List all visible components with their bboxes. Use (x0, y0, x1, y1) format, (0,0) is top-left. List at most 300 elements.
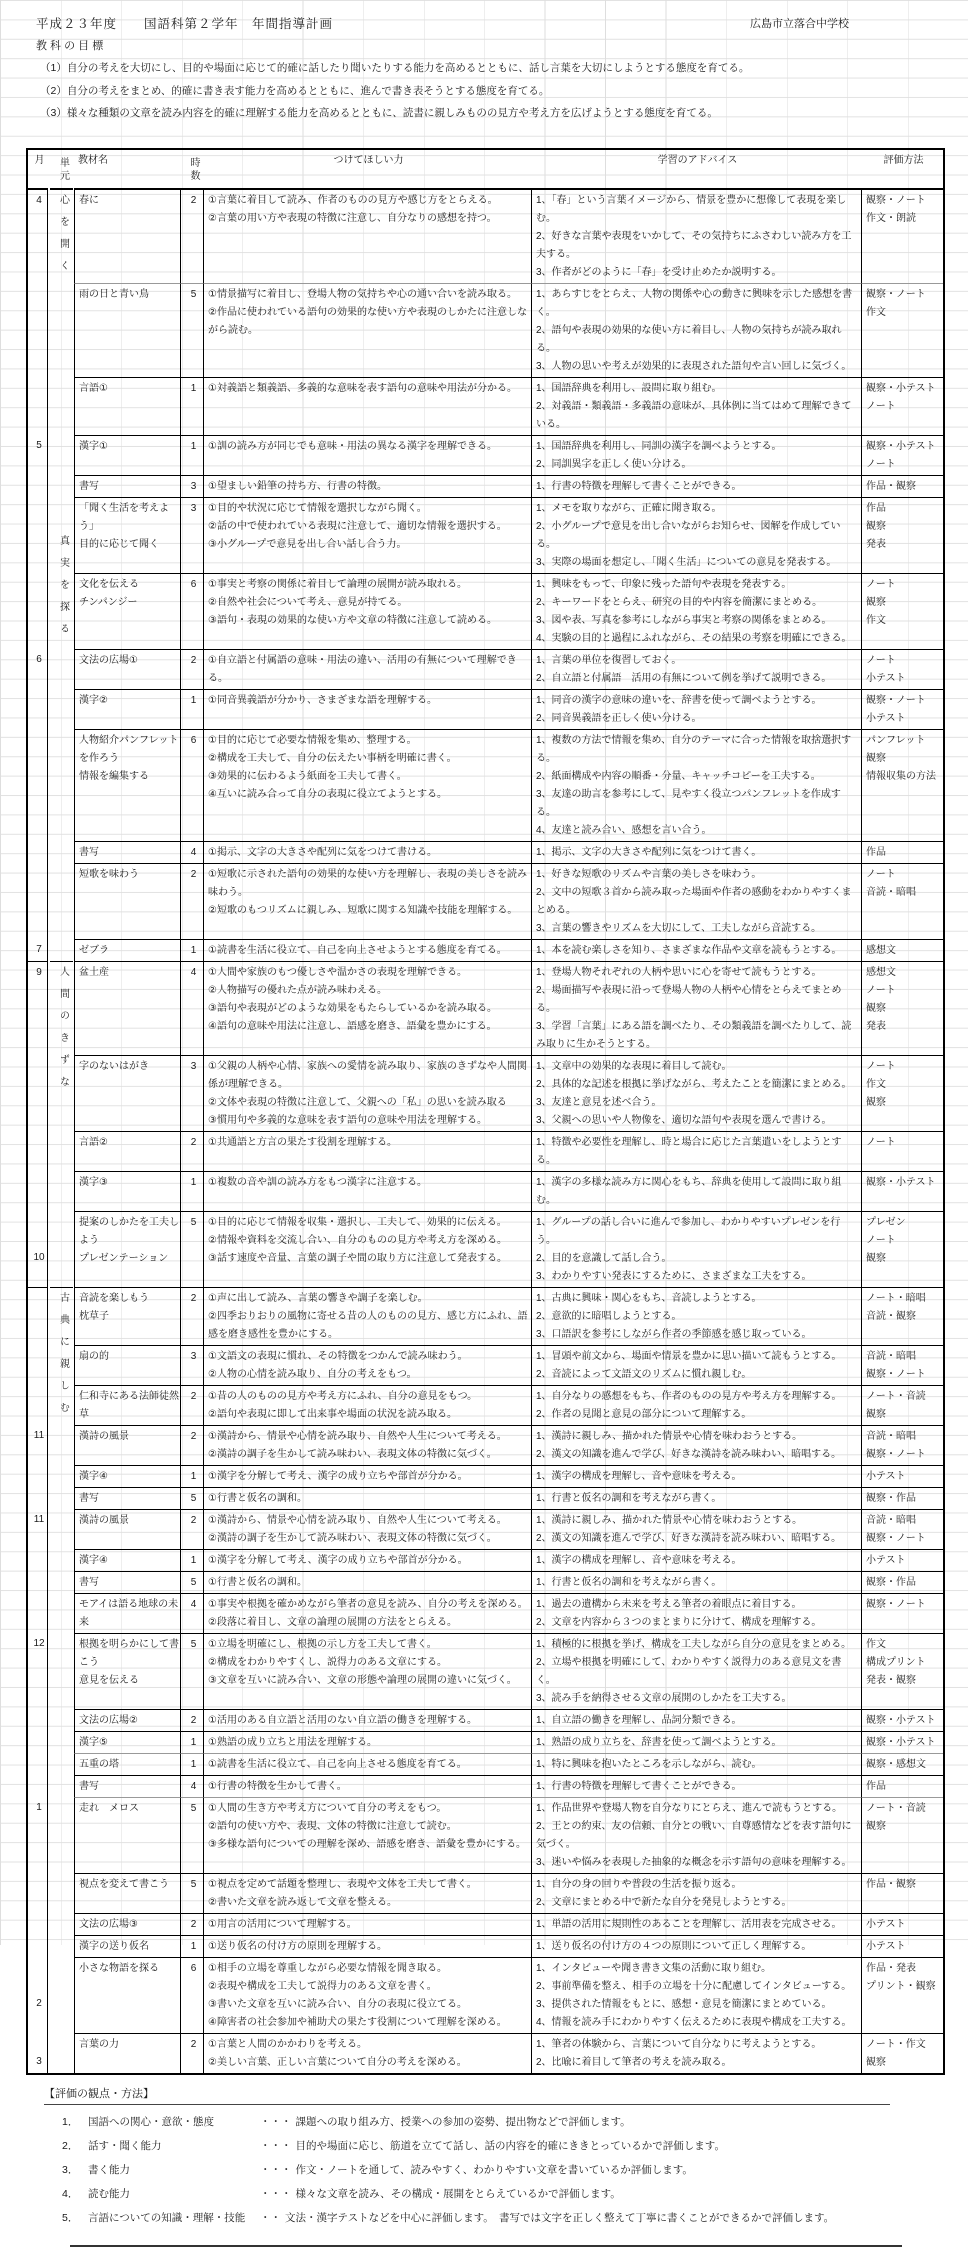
text-line: ①漢字を分解して考え、漢字の成り立ちや部首が分かる。 (208, 1468, 530, 1486)
skills-cell (203, 1709, 531, 1731)
advice-cell (531, 2033, 861, 2073)
text-line: 4、実験の目的と過程にふれながら、その結果の考察を明確にできる。 (536, 630, 860, 648)
text-line: 書写 (79, 1490, 179, 1508)
text-line: プレゼンテーション (79, 1250, 179, 1268)
text-line: 4、情報を読み手にわかりやすく伝えるために表現や構成を工夫する。 (536, 2014, 860, 2032)
evaluation-cell (861, 1211, 943, 1287)
text-line: ①視点を定めて話題を整理し、表現や文体を工夫して書く。 (208, 1876, 530, 1894)
text-line: ①人間の生き方や考え方について自分の考えをもつ。 (208, 1800, 530, 1818)
material-cell (74, 1753, 180, 1775)
item-text: 文法・漢字テストなどを中心に評価します。 書写では文字を正しく整えて丁寧に書くことができるかで評価します。 (285, 2210, 968, 2225)
column-header-month: 月 (28, 150, 48, 190)
evaluation-cell (861, 377, 943, 435)
text-line: 1、送り仮名の付け方の４つの原則について正しく理解する。 (536, 1938, 860, 1956)
text-line: 2、具体的な記述を根拠に挙げながら、考えたことを簡潔にまとめる。 (536, 1076, 860, 1094)
skills-cell (203, 841, 531, 863)
text-line: 作品 (866, 500, 942, 518)
evaluation-cell (861, 573, 943, 649)
text-line: 作品・観察 (866, 1876, 942, 1894)
text-line: ①対義語と類義語、多義的な意味を表す語句の意味や用法が分かる。 (208, 380, 530, 398)
item-number: 5． (62, 2210, 88, 2225)
text-line: 1、登場人物それぞれの人柄や思いに心を寄せて読もうとする。 (536, 964, 860, 982)
text-line: 盆土産 (79, 964, 179, 982)
month-cell (28, 689, 48, 729)
text-line: 1、好きな短歌のリズムや言葉の美しさを味わう。 (536, 866, 860, 884)
evaluation-cell (861, 689, 943, 729)
hours-cell: 2 (180, 649, 203, 689)
text-line: 3、友達と意見を述べ合う。 (536, 1094, 860, 1112)
text-line: 観察 (866, 1250, 942, 1268)
column-header-unit: 単元 (50, 150, 73, 190)
text-line: ③多様な語句についての理解を深め、語感を磨き、語彙を豊かにする。 (208, 1836, 530, 1854)
item-number: 4． (62, 2186, 88, 2201)
month-cell: 9 (28, 961, 48, 1055)
hours-cell: 2 (180, 1913, 203, 1935)
text-line: 根拠を明らかにして書こう (79, 1636, 179, 1672)
text-line: ①目的に応じて情報を収集・選択し、工夫して、効果的に伝える。 (208, 1214, 530, 1232)
item-text: 目的や場面に応じ、筋道を立てて話し、話の内容を的確にききとっているかで評価します。 (296, 2138, 968, 2153)
text-line: ①声に出して読み、言葉の響きや調子を楽しむ。 (208, 1290, 530, 1308)
evaluation-section (0, 2085, 968, 2247)
hours-cell: 2 (180, 190, 203, 283)
text-line: 情報収集の方法 (866, 768, 942, 786)
skills-cell (203, 1509, 531, 1549)
text-line: 作品・観察 (866, 478, 942, 496)
text-line: 3、わかりやすい発表にするために、さまざまな工夫をする。 (536, 1268, 860, 1286)
text-line: ①漢字を分解して考え、漢字の成り立ちや部首が分かる。 (208, 1552, 530, 1570)
skills-cell (203, 1171, 531, 1211)
hours-cell: 3 (180, 1055, 203, 1131)
text-line: 書写 (79, 1574, 179, 1592)
text-line: 漢字③ (79, 1174, 179, 1192)
text-line: 2、立場や根拠を明確にして、わかりやすく説得力のある意見文を書く。 (536, 1654, 860, 1690)
text-line: 2、漢文の知識を進んで学び、好きな漢詩を読み味わい、暗唱する。 (536, 1446, 860, 1464)
text-line: ①人間や家族のもつ優しさや温かさの表現を理解できる。 (208, 964, 530, 982)
month-cell (28, 729, 48, 841)
material-cell (74, 1797, 180, 1873)
skills-cell (203, 1425, 531, 1465)
material-cell (74, 1131, 180, 1171)
text-line: 観察・小テスト (866, 1174, 942, 1192)
hours-cell: 2 (180, 1131, 203, 1171)
text-line: 音読・観察 (866, 1308, 942, 1326)
text-line: 3、実際の場面を想定し、「聞く生活」についての意見を発表する。 (536, 554, 860, 572)
advice-cell (531, 1345, 861, 1385)
text-line: 3、読み手を納得させる文章の展開のしかたを工夫する。 (536, 1690, 860, 1708)
text-line: ③効果的に伝わるよう紙面を工夫して書く。 (208, 768, 530, 786)
unit-label: 心を開く (50, 190, 73, 435)
skills-cell (203, 573, 531, 649)
text-line: ②文体や表現の特徴に注意して、父親への「私」の思いを読み取る (208, 1094, 530, 1112)
text-line: 作文 (866, 304, 942, 322)
advice-cell (531, 1131, 861, 1171)
skills-cell (203, 961, 531, 1055)
text-line: 目的に応じて聞く (79, 536, 179, 554)
evaluation-cell (861, 1753, 943, 1775)
evaluation-item (62, 2138, 968, 2153)
evaluation-cell (861, 1487, 943, 1509)
material-cell (74, 1171, 180, 1211)
material-cell (74, 1775, 180, 1797)
advice-cell (531, 497, 861, 573)
text-line: 1、言葉の単位を復習しておく。 (536, 652, 860, 670)
evaluation-cell (861, 190, 943, 283)
text-line: ゼブラ (79, 942, 179, 960)
evaluation-cell (861, 649, 943, 689)
text-line: ①目的に応じて必要な情報を集め、整理する。 (208, 732, 530, 750)
skills-cell (203, 1593, 531, 1633)
text-line: 仁和寺にある法師徒然草 (79, 1388, 179, 1424)
hours-cell: 1 (180, 1935, 203, 1957)
hours-cell: 2 (180, 1425, 203, 1465)
material-cell (74, 1509, 180, 1549)
hours-cell: 4 (180, 1775, 203, 1797)
text-line: 1、行書と仮名の調和を考えながら書く。 (536, 1490, 860, 1508)
skills-cell (203, 1957, 531, 2033)
skills-cell (203, 1797, 531, 1873)
text-line: 1、漢字の構成を理解し、音や意味を考える。 (536, 1552, 860, 1570)
text-line: 音読・暗唱 (866, 1512, 942, 1530)
column-header-hours: 時数 (180, 150, 203, 190)
advice-cell (531, 1593, 861, 1633)
text-line: ②漢詩の調子を生かして読み味わい、表現文体の特徴に気づく。 (208, 1446, 530, 1464)
text-line: 3、口語訳を参考にしながら作者の季節感を感じ取っている。 (536, 1326, 860, 1344)
material-cell (74, 2033, 180, 2073)
text-line: ③書いた文章を互いに読み合い、自分の表現に役立てる。 (208, 1996, 530, 2014)
text-line: 小テスト (866, 710, 942, 728)
text-line: 1、インタビューや聞き書き文集の活動に取り組む。 (536, 1960, 860, 1978)
text-line: 観察 (866, 1094, 942, 1112)
text-line: 発表・観察 (866, 1672, 942, 1690)
advice-cell (531, 1211, 861, 1287)
evaluation-cell (861, 961, 943, 1055)
text-line: 扇の的 (79, 1348, 179, 1366)
text-line: 2、作者の見聞と意見の部分について理解する。 (536, 1406, 860, 1424)
month-cell (28, 1055, 48, 1131)
text-line: 3、提供された情報をもとに、感想・意見を簡潔にまとめている。 (536, 1996, 860, 2014)
text-line: 1、自立語の働きを理解し、品詞分類できる。 (536, 1712, 860, 1730)
item-dots: ・・・ (260, 2138, 292, 2153)
month-cell (28, 1385, 48, 1425)
text-line: ノート (866, 398, 942, 416)
subject-goals (40, 60, 749, 128)
hours-cell: 4 (180, 841, 203, 863)
advice-cell (531, 1753, 861, 1775)
text-line: 1、あらすじをとらえ、人物の関係や心の動きに興味を示した感想を書く。 (536, 286, 860, 322)
text-line: 文法の広場② (79, 1712, 179, 1730)
evaluation-cell (861, 2033, 943, 2073)
text-line: 言語① (79, 380, 179, 398)
item-dots: ・・ (260, 2210, 281, 2225)
text-line: ①読書を生活に役立て、自己を向上させようとする態度を育てる。 (208, 942, 530, 960)
evaluation-cell (861, 283, 943, 377)
text-line: 観察 (866, 750, 942, 768)
text-line: 文法の広場③ (79, 1916, 179, 1934)
skills-cell (203, 1211, 531, 1287)
hours-cell: 5 (180, 1571, 203, 1593)
material-cell (74, 841, 180, 863)
text-line: 3、作者がどのように「春」を受け止めたか説明する。 (536, 264, 860, 282)
advice-cell (531, 1731, 861, 1753)
item-label: 国語への関心・意欲・態度 (88, 2114, 260, 2129)
item-dots: ・・・ (260, 2186, 292, 2201)
text-line: 2、漢文の知識を進んで学び、好きな漢詩を読み味わい、暗唱する。 (536, 1530, 860, 1548)
hours-cell: 1 (180, 939, 203, 961)
text-line: 発表 (866, 536, 942, 554)
hours-cell: 5 (180, 1633, 203, 1709)
month-cell (28, 1287, 48, 1345)
text-line: 漢字④ (79, 1552, 179, 1570)
goal-line: （3）様々な種類の文章を読み内容を的確に理解する能力を高めるとともに、読書に親しみものの見方や考え方を広げようとする態度を育てる。 (40, 105, 749, 128)
goal-line: （1）自分の考えを大切にし、目的や場面に応じて的確に話したり聞いたりする能力を高めるとともに、話し言葉を大切にしようとする態度を育てる。 (40, 60, 749, 83)
text-line: ①自立語と付属語の意味・用法の違い、活用の有無について理解できる。 (208, 652, 530, 688)
text-line: ①熟語の成り立ちと用法を理解する。 (208, 1734, 530, 1752)
text-line: 1、文章中の効果的な表現に着目して読む。 (536, 1058, 860, 1076)
text-line: ④互いに読み合って自分の表現に役立てようとする。 (208, 786, 530, 804)
hours-cell: 1 (180, 435, 203, 475)
month-cell (28, 1549, 48, 1571)
column-header-evaluation: 評価方法 (861, 150, 943, 190)
material-cell (74, 1571, 180, 1593)
advice-cell (531, 1487, 861, 1509)
text-line: 2、場面描写や表現に沿って登場人物の人柄や心情をとらえてまとめる。 (536, 982, 860, 1018)
advice-cell (531, 1509, 861, 1549)
evaluation-cell (861, 1935, 943, 1957)
text-line: 3、友達の助言を参考にして、見やすく役立つパンフレットを作成する。 (536, 786, 860, 822)
curriculum-table (26, 148, 945, 2075)
text-line: 音読・暗唱 (866, 1348, 942, 1366)
skills-cell (203, 689, 531, 729)
item-text: 様々な文章を読み、その構成・展開をとらえているかで評価します。 (296, 2186, 968, 2201)
text-line: ②美しい言葉、正しい言葉について自分の考えを深める。 (208, 2054, 530, 2072)
text-line: ノート・暗唱 (866, 1290, 942, 1308)
hours-cell: 5 (180, 1797, 203, 1873)
text-line: ①言葉に着目して読み、作者のものの見方や感じ方をとらえる。 (208, 192, 530, 210)
material-cell (74, 961, 180, 1055)
text-line: 3、人物の思いや考えが効果的に表現された語句や言い回しに気づく。 (536, 358, 860, 376)
evaluation-cell (861, 1709, 943, 1731)
text-line: 観察・ノート (866, 692, 942, 710)
material-cell (74, 1425, 180, 1465)
month-cell (28, 1913, 48, 1935)
item-number: 3． (62, 2162, 88, 2177)
text-line: 観察 (866, 1406, 942, 1424)
text-line: ①望ましい鉛筆の持ち方、行書の特徴。 (208, 478, 530, 496)
text-line: ①言葉と人間のかかわりを考える。 (208, 2036, 530, 2054)
material-cell (74, 475, 180, 497)
text-line: ①送り仮名の付け方の原則を理解する。 (208, 1938, 530, 1956)
material-cell (74, 939, 180, 961)
text-line: 2、語句や表現の効果的な使い方に着目し、人物の気持ちが読み取れる。 (536, 322, 860, 358)
text-line: ノート (866, 652, 942, 670)
text-line: ①掲示、文字の大きさや配列に気をつけて書ける。 (208, 844, 530, 862)
month-cell (28, 1465, 48, 1487)
text-line: 観察・ノート (866, 1366, 942, 1384)
month-cell (28, 497, 48, 573)
text-line: パンフレット (866, 732, 942, 750)
month-cell: 1 (28, 1797, 48, 1873)
text-line: 漢字の送り仮名 (79, 1938, 179, 1956)
text-line: 3、学習「言葉」にある語を調べたり、その類義語を調べたりして、読み取りに生かそうとする。 (536, 1018, 860, 1054)
text-line: 2、比喩に着目して筆者の考えを読み取る。 (536, 2054, 860, 2072)
advice-cell (531, 1171, 861, 1211)
material-cell (74, 573, 180, 649)
text-line: 小テスト (866, 670, 942, 688)
hours-cell: 2 (180, 863, 203, 939)
text-line: 視点を変えて書こう (79, 1876, 179, 1894)
material-cell (74, 1633, 180, 1709)
text-line: 1、自分なりの感想をもち、作者のものの見方や考え方を理解する。 (536, 1388, 860, 1406)
advice-cell (531, 841, 861, 863)
evaluation-cell (861, 1465, 943, 1487)
month-cell: 7 (28, 939, 48, 961)
text-line: プレゼン (866, 1214, 942, 1232)
text-line: ③話す速度や音量、言葉の調子や間の取り方に注意して発表する。 (208, 1250, 530, 1268)
hours-cell: 3 (180, 1345, 203, 1385)
month-cell: 11 (28, 1425, 48, 1465)
text-line: ノート (866, 866, 942, 884)
text-line: 漢字⑤ (79, 1734, 179, 1752)
text-line: ②構成を工夫して、自分の伝えたい事柄を明確に書く。 (208, 750, 530, 768)
text-line: 漢字② (79, 692, 179, 710)
text-line: 漢詩の風景 (79, 1428, 179, 1446)
month-cell (28, 1731, 48, 1753)
evaluation-cell (861, 1425, 943, 1465)
skills-cell (203, 1873, 531, 1913)
evaluation-cell (861, 1957, 943, 2033)
evaluation-cell (861, 1287, 943, 1345)
evaluation-cell (861, 863, 943, 939)
evaluation-item (62, 2114, 968, 2129)
month-cell (28, 1873, 48, 1913)
text-line: 観察・ノート (866, 192, 942, 210)
skills-cell (203, 1571, 531, 1593)
text-line: 小さな物語を探る (79, 1960, 179, 1978)
text-line: ③文章を互いに読み合い、文章の形態や論理の展開の違いに気づく。 (208, 1672, 530, 1690)
text-line: 音読を楽しもう (79, 1290, 179, 1308)
text-line: ①読書を生活に役立て、自己を向上させる態度を育てる。 (208, 1756, 530, 1774)
item-dots: ・・・ (260, 2114, 292, 2129)
item-text: 作文・ノートを通して、読みやすく、わかりやすい文章を書いているか評価します。 (296, 2162, 968, 2177)
advice-cell (531, 475, 861, 497)
text-line: ②自然や社会について考え、意見が持てる。 (208, 594, 530, 612)
text-line: ノート (866, 982, 942, 1000)
text-line: ノート (866, 1232, 942, 1250)
text-line: ノート・作文 (866, 2036, 942, 2054)
material-cell (74, 1465, 180, 1487)
text-line: 言語② (79, 1134, 179, 1152)
text-line: 作品 (866, 844, 942, 862)
advice-cell (531, 435, 861, 475)
text-line: 1、特徴や必要性を理解し、時と場合に応じた言葉遣いをしようとする。 (536, 1134, 860, 1170)
evaluation-cell (861, 1593, 943, 1633)
evaluation-item (62, 2162, 968, 2177)
text-line: ④語句の意味や用法に注意し、語感を磨き、語彙を豊かにする。 (208, 1018, 530, 1036)
text-line: 観察 (866, 2054, 942, 2072)
month-cell (28, 573, 48, 649)
text-line: 小テスト (866, 1552, 942, 1570)
text-line: 提案のしかたを工夫しよう (79, 1214, 179, 1250)
document-header (0, 0, 968, 148)
advice-cell (531, 961, 861, 1055)
skills-cell (203, 1487, 531, 1509)
advice-cell (531, 1935, 861, 1957)
skills-cell (203, 1465, 531, 1487)
advice-cell (531, 190, 861, 283)
text-line: 五重の塔 (79, 1756, 179, 1774)
text-line: ②書いた文章を読み返して文章を整える。 (208, 1894, 530, 1912)
advice-cell (531, 1797, 861, 1873)
text-line: 1、行書と仮名の調和を考えながら書く。 (536, 1574, 860, 1592)
text-line: 情報を編集する (79, 768, 179, 786)
text-line: 観察・作品 (866, 1490, 942, 1508)
material-cell (74, 1731, 180, 1753)
text-line: 1、メモを取りながら、正確に聞き取る。 (536, 500, 860, 518)
advice-cell (531, 1633, 861, 1709)
unit-label: 人間のきずな (50, 961, 73, 1131)
advice-cell (531, 1385, 861, 1425)
month-cell (28, 377, 48, 435)
month-cell (28, 1753, 48, 1775)
text-line: 作文 (866, 1636, 942, 1654)
skills-cell (203, 435, 531, 475)
text-line: 感想文 (866, 964, 942, 982)
evaluation-cell (861, 1873, 943, 1913)
month-cell: 10 (28, 1211, 48, 1287)
text-line: ノート (866, 1058, 942, 1076)
evaluation-cell (861, 841, 943, 863)
material-cell (74, 497, 180, 573)
text-line: 2、音読によって文語文のリズムに慣れ親しむ。 (536, 1366, 860, 1384)
text-line: ノート (866, 456, 942, 474)
text-line: 音読・暗唱 (866, 884, 942, 902)
text-line: 枕草子 (79, 1308, 179, 1326)
text-line: ②人物の心情を読み取り、自分の考えをもつ。 (208, 1366, 530, 1384)
month-cell: 4 (28, 190, 48, 283)
item-label: 読む能力 (88, 2186, 260, 2201)
evaluation-item (62, 2210, 968, 2225)
text-line: 1、行書の特徴を理解して書くことができる。 (536, 1778, 860, 1796)
advice-cell (531, 1957, 861, 2033)
text-line: モアイは語る地球の未来 (79, 1596, 179, 1632)
page-title: 平成２３年度 国語科第２学年 年間指導計画 (36, 14, 333, 32)
text-line: 小テスト (866, 1938, 942, 1956)
evaluation-cell (861, 497, 943, 573)
text-line: 発表 (866, 1018, 942, 1036)
text-line: 春に (79, 192, 179, 210)
material-cell (74, 649, 180, 689)
hours-cell: 5 (180, 1873, 203, 1913)
material-cell (74, 1345, 180, 1385)
text-line: ②語句や表現に即して出来事や場面の状況を読み取る。 (208, 1406, 530, 1424)
text-line: 1、過去の遺構から未来を考える筆者の着眼点に着目する。 (536, 1596, 860, 1614)
evaluation-cell (861, 1385, 943, 1425)
hours-cell: 1 (180, 1465, 203, 1487)
text-line: ①用言の活用について理解する。 (208, 1916, 530, 1934)
text-line: ①目的や状況に応じて情報を選択しながら聞く。 (208, 500, 530, 518)
text-line: 観察・小テスト (866, 380, 942, 398)
text-line: ②人物描写の優れた点が読み味わえる。 (208, 982, 530, 1000)
text-line: 観察・作品 (866, 1574, 942, 1592)
month-cell (28, 1593, 48, 1633)
month-cell: 12 (28, 1633, 48, 1709)
text-line: ③語句や表現がどのような効果をもたらしているかを読み取る。 (208, 1000, 530, 1018)
item-text: 課題への取り組み方、授業への参加の姿勢、提出物などで評価します。 (296, 2114, 968, 2129)
evaluation-items (0, 2114, 968, 2225)
text-line: 1、積極的に根拠を挙げ、構成を工夫しながら自分の意見をまとめる。 (536, 1636, 860, 1654)
evaluation-heading: 【評価の観点・方法】 (44, 2085, 890, 2105)
month-cell (28, 1775, 48, 1797)
